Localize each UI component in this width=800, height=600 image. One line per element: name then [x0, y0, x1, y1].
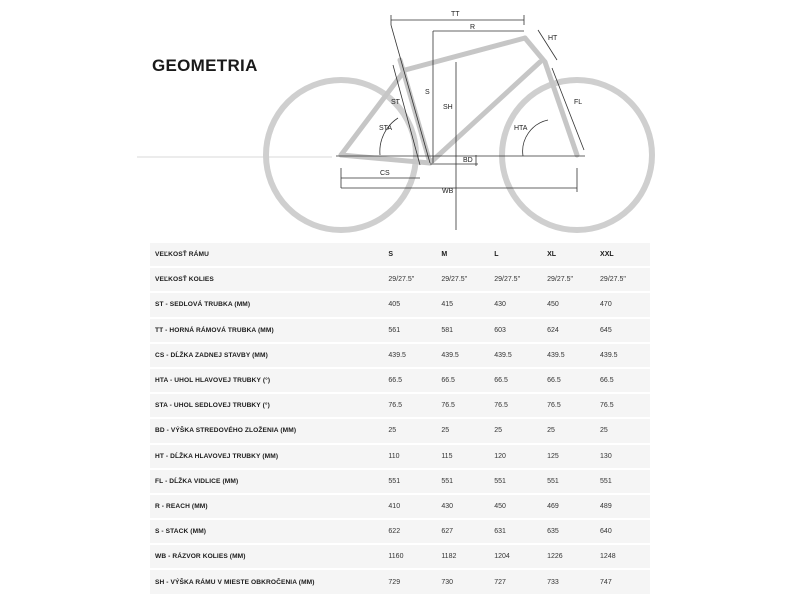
top-tube [405, 38, 525, 70]
row-value: 645 [600, 319, 650, 342]
frame-size-header: VEĽKOSŤ RÁMU [150, 243, 388, 266]
sh-label: SH [443, 104, 453, 111]
row-value: 439.5 [388, 344, 441, 367]
row-value: 439.5 [441, 344, 494, 367]
row-value: 66.5 [547, 369, 600, 392]
row-value: 410 [388, 495, 441, 518]
row-value: 29/27.5" [600, 268, 650, 291]
row-value: 76.5 [494, 394, 547, 417]
row-value: 470 [600, 293, 650, 316]
table-header-row [150, 243, 650, 266]
bike-frame [341, 38, 577, 163]
row-value: 29/27.5" [547, 268, 600, 291]
hta-label: HTA [514, 125, 528, 132]
row-value: 439.5 [600, 344, 650, 367]
row-value: 730 [441, 570, 494, 593]
row-value: 469 [547, 495, 600, 518]
row-label: STA - UHOL SEDLOVEJ TRUBKY (°) [150, 394, 388, 417]
table-row [150, 319, 650, 342]
head-tube [525, 38, 545, 62]
row-value: 25 [547, 419, 600, 442]
size-header-l: L [494, 243, 547, 266]
st-label: ST [391, 99, 400, 106]
table-row [150, 470, 650, 493]
fork [545, 62, 577, 155]
row-label: S - STACK (MM) [150, 520, 388, 543]
row-value: 29/27.5" [441, 268, 494, 291]
row-value: 603 [494, 319, 547, 342]
fl-label: FL [574, 99, 583, 106]
row-value: 551 [600, 470, 650, 493]
row-value: 1204 [494, 545, 547, 568]
table-row [150, 268, 650, 291]
row-value: 76.5 [388, 394, 441, 417]
table-row [150, 445, 650, 468]
cs-label: CS [380, 170, 390, 177]
row-label: WB - RÁZVOR KOLIES (MM) [150, 545, 388, 568]
row-value: 551 [441, 470, 494, 493]
row-value: 29/27.5" [388, 268, 441, 291]
row-value: 635 [547, 520, 600, 543]
row-label: FL - DĹŽKA VIDLICE (MM) [150, 470, 388, 493]
table-row [150, 419, 650, 442]
geometry-table-body [150, 243, 650, 594]
row-value: 727 [494, 570, 547, 593]
tt-label: TT [451, 11, 460, 18]
row-value: 439.5 [494, 344, 547, 367]
bd-label: BD [463, 157, 473, 164]
row-value: 115 [441, 445, 494, 468]
row-value: 415 [441, 293, 494, 316]
row-value: 627 [441, 520, 494, 543]
row-value: 747 [600, 570, 650, 593]
row-value: 66.5 [388, 369, 441, 392]
table-row [150, 495, 650, 518]
size-header-s: S [388, 243, 441, 266]
row-value: 66.5 [441, 369, 494, 392]
row-value: 110 [388, 445, 441, 468]
row-value: 25 [600, 419, 650, 442]
row-label: R - REACH (MM) [150, 495, 388, 518]
row-value: 622 [388, 520, 441, 543]
row-value: 729 [388, 570, 441, 593]
row-value: 66.5 [494, 369, 547, 392]
row-value: 66.5 [600, 369, 650, 392]
row-value: 76.5 [441, 394, 494, 417]
row-label: ST - SEDLOVÁ TRUBKA (MM) [150, 293, 388, 316]
table-row [150, 394, 650, 417]
row-value: 551 [547, 470, 600, 493]
row-value: 120 [494, 445, 547, 468]
row-label: HTA - UHOL HLAVOVEJ TRUBKY (°) [150, 369, 388, 392]
row-value: 25 [441, 419, 494, 442]
row-value: 1226 [547, 545, 600, 568]
row-value: 450 [494, 495, 547, 518]
row-value: 450 [547, 293, 600, 316]
row-value: 1182 [441, 545, 494, 568]
row-value: 581 [441, 319, 494, 342]
table-row [150, 570, 650, 593]
page-title: GEOMETRIA [152, 56, 258, 75]
table-row [150, 520, 650, 543]
size-header-xl: XL [547, 243, 600, 266]
row-label: TT - HORNÁ RÁMOVÁ TRUBKA (MM) [150, 319, 388, 342]
row-label: CS - DĹŽKA ZADNEJ STAVBY (MM) [150, 344, 388, 367]
row-value: 1248 [600, 545, 650, 568]
row-value: 430 [441, 495, 494, 518]
row-label: VEĽKOSŤ KOLIES [150, 268, 388, 291]
row-value: 430 [494, 293, 547, 316]
row-value: 25 [388, 419, 441, 442]
row-value: 733 [547, 570, 600, 593]
row-value: 130 [600, 445, 650, 468]
size-header-xxl: XXL [600, 243, 650, 266]
row-value: 561 [388, 319, 441, 342]
row-value: 551 [494, 470, 547, 493]
ht-label: HT [548, 35, 558, 42]
bike-geometry-diagram [0, 0, 800, 240]
table-row [150, 545, 650, 568]
row-label: BD - VÝŠKA STREDOVÉHO ZLOŽENIA (MM) [150, 419, 388, 442]
row-value: 551 [388, 470, 441, 493]
row-value: 76.5 [547, 394, 600, 417]
row-value: 125 [547, 445, 600, 468]
row-value: 489 [600, 495, 650, 518]
row-value: 405 [388, 293, 441, 316]
s-label: S [425, 89, 430, 96]
sta-label: STA [379, 125, 393, 132]
measure-lines [336, 15, 585, 230]
r-label: R [470, 24, 476, 31]
row-value: 29/27.5" [494, 268, 547, 291]
row-label: HT - DĹŽKA HLAVOVEJ TRUBKY (MM) [150, 445, 388, 468]
table-row [150, 293, 650, 316]
row-value: 1160 [388, 545, 441, 568]
row-value: 439.5 [547, 344, 600, 367]
table-row [150, 369, 650, 392]
down-tube [430, 62, 540, 163]
table-row [150, 344, 650, 367]
row-value: 631 [494, 520, 547, 543]
wb-label: WB [442, 188, 454, 195]
size-header-m: M [441, 243, 494, 266]
row-value: 640 [600, 520, 650, 543]
row-label: SH - VÝŠKA RÁMU V MIESTE OBKROČENIA (MM) [150, 570, 388, 593]
row-value: 624 [547, 319, 600, 342]
row-value: 25 [494, 419, 547, 442]
row-value: 76.5 [600, 394, 650, 417]
geometry-table [150, 241, 650, 596]
